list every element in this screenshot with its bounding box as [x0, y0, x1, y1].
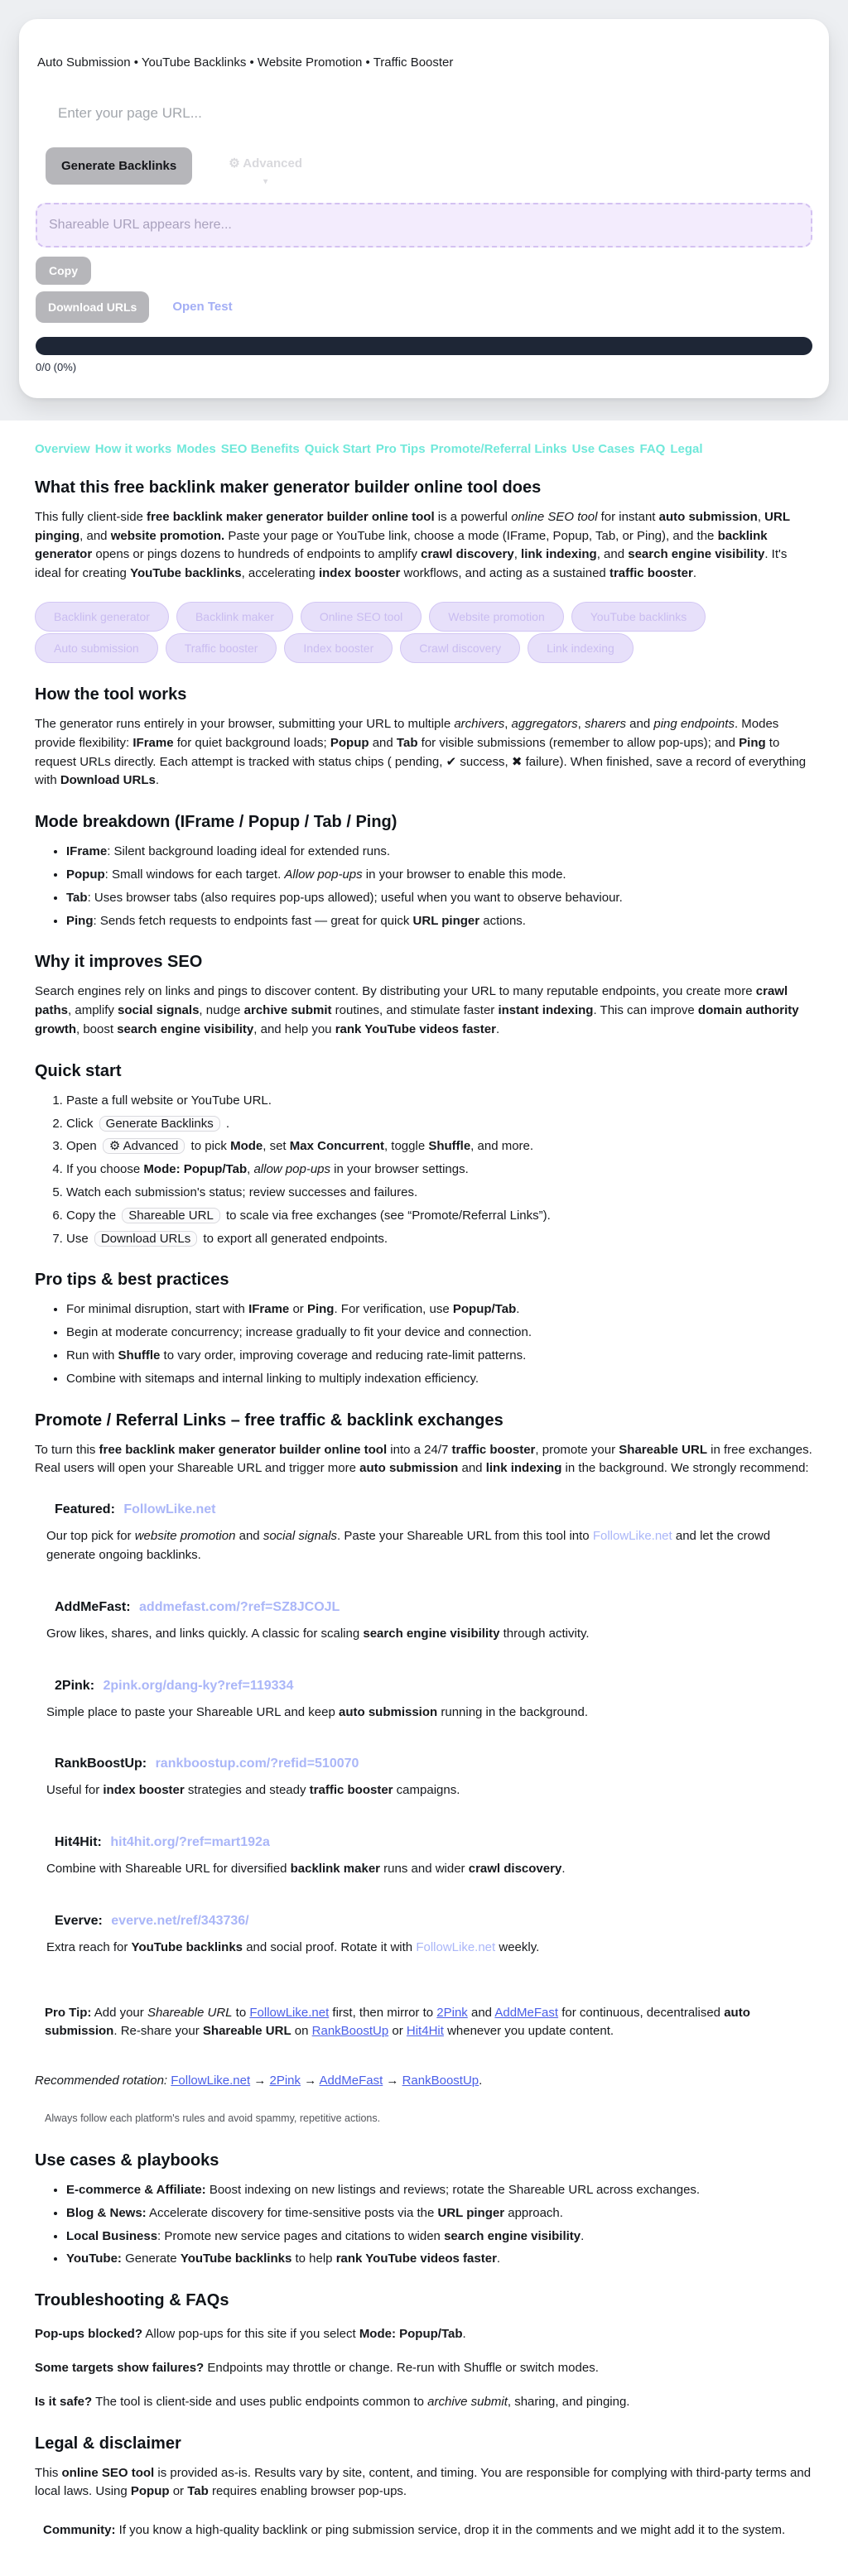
faq-popups: Pop-ups blocked? Allow pop-ups for this site if you select Mode: Popup/Tab. [35, 2327, 466, 2342]
how-paragraph: The generator runs entirely in your browser, submitting your URL to multiple archivers, aggregators, sharers and ping endpoints. Modes provide flexibility: IFrame for quiet background loads; Popup and Tab for visible submissions (remember to allow pop-ups); and Ping to request URLs directly. Each attempt is tracked with status chips ( pending, ✔ success, ✖ failure). When finished, save a record of everything with Download URLs. [35, 716, 807, 788]
protip-paragraph: Pro Tip: Add your Shareable URL to FollowLike.net first, then mirror to 2Pink and AddMeFast for continuous, decentralised auto submission. Re-share your Shareable URL on RankBoostUp or Hit4Hit whenever you update content. [45, 2005, 750, 2039]
referral-label: Featured: [55, 1502, 115, 1517]
list-item: • Local Business: Promote new service pages and citations to widen search engine visibility. [66, 2228, 815, 2247]
keyword-pill: Backlink generator [35, 602, 169, 632]
list-item: 4. If you choose Mode: Popup/Tab, allow pop-ups in your browser settings. [66, 1161, 815, 1180]
protip-callout [35, 1990, 815, 2056]
inline-link[interactable]: Hit4Hit [406, 2024, 444, 2039]
referral-label: Everve: [55, 1913, 103, 1928]
rules-note: Always follow each platform's rules and avoid spammy, repetitive actions. [45, 2112, 381, 2125]
referral-description: Useful for index booster strategies and steady traffic booster campaigns. [46, 1783, 460, 1798]
overview-paragraph: This fully client-side free backlink maker generator builder online tool is a powerful online SEO tool for instant auto submission, URL pinging, and website promotion. Paste your page or YouTube link, choose a mode (IFrame, Popup, Tab, or Ping), and the backlink generator opens or pings dozens to hundreds of endpoints to amplify crawl discovery, link indexing, and search engine visibility. It's ideal for creating YouTube backlinks, accelerating index booster workflows, and acting as a sustained traffic booster. [35, 509, 790, 581]
keyword-pill: Index booster [284, 633, 393, 663]
referral-label: Hit4Hit: [55, 1835, 102, 1850]
toc-link[interactable]: Pro Tips [375, 441, 426, 456]
section-heading-seo: Why it improves SEO [35, 953, 203, 972]
referral-description: Combine with Shareable URL for diversified backlink maker runs and wider crawl discovery. [46, 1862, 566, 1877]
list-item: 1. Paste a full website or YouTube URL. [66, 1092, 815, 1111]
list-item: • Ping: Sends fetch requests to endpoints fast — great for quick URL pinger actions. [66, 912, 815, 931]
inline-link[interactable]: 2Pink [436, 2005, 468, 2020]
referral-card-heading [46, 1502, 803, 1517]
inline-link[interactable]: FollowLike.net [592, 1529, 672, 1544]
list-item: • Blog & News: Accelerate discovery for time-sensitive posts via the URL pinger approach. [66, 2204, 815, 2223]
keyword-pill: Traffic booster [166, 633, 277, 663]
progress-bar [36, 337, 812, 355]
list-item: • YouTube: Generate YouTube backlinks to help rank YouTube videos faster. [66, 2250, 815, 2269]
list-item: 7. Use Download URLs to export all generated endpoints. [66, 1230, 815, 1249]
referral-card [35, 1589, 815, 1655]
referral-label: 2Pink: [55, 1678, 95, 1693]
referral-link[interactable]: 2pink.org/dang-ky?ref=119334 [103, 1678, 294, 1693]
list-item: 3. Open ⚙ Advanced to pick Mode, set Max Concurrent, toggle Shuffle, and more. [66, 1137, 815, 1156]
open-test-link[interactable]: Open Test [172, 300, 233, 315]
toc-link[interactable]: Quick Start [304, 441, 371, 456]
inline-link[interactable]: RankBoostUp [311, 2024, 389, 2039]
usecases-list [35, 2181, 815, 2269]
page-url-input[interactable] [36, 96, 812, 131]
advanced-toggle[interactable] [229, 147, 302, 186]
section-heading-usecases: Use cases & playbooks [35, 2151, 219, 2170]
legal-paragraph: This online SEO tool is provided as-is. Results vary by site, content, and timing. You are responsible for complying with third-party terms and local laws. Using Popup or Tab requires enabling browser pop-ups. [35, 2465, 812, 2499]
list-item: • Run with Shuffle to vary order, improving coverage and reducing rate-limit patterns. [66, 1347, 815, 1366]
referral-label: AddMeFast: [55, 1599, 131, 1614]
gear-icon: ⚙ Advanced [229, 156, 302, 171]
list-item: • E-commerce & Affiliate: Boost indexing on new listings and reviews; rotate the Shareable URL across exchanges. [66, 2181, 815, 2200]
referral-card [35, 1903, 815, 1968]
generate-backlinks-button[interactable]: Generate Backlinks [46, 147, 192, 185]
referral-card [35, 1668, 815, 1733]
list-item: • Combine with sitemaps and internal linking to multiply indexation efficiency. [66, 1370, 815, 1389]
download-urls-button[interactable]: Download URLs [36, 291, 149, 323]
referral-link[interactable]: addmefast.com/?ref=SZ8JCOJL [139, 1599, 340, 1614]
section-heading-overview: What this free backlink maker generator builder online tool does [35, 478, 542, 497]
keyword-pill: Auto submission [35, 633, 158, 663]
toc-link[interactable]: Use Cases [571, 441, 635, 456]
list-item: • Popup: Small windows for each target. Allow pop-ups in your browser to enable this mode. [66, 866, 815, 885]
referral-description: Grow likes, shares, and links quickly. A classic for scaling search engine visibility through activity. [46, 1626, 590, 1641]
copy-button[interactable]: Copy [36, 257, 91, 285]
keyword-pill: Online SEO tool [301, 602, 422, 632]
keyword-pill: Crawl discovery [400, 633, 520, 663]
section-heading-how: How the tool works [35, 685, 187, 704]
community-paragraph: Community: If you know a high-quality backlink or ping submission service, drop it in the comments and we might add it to the system. [43, 2523, 786, 2538]
referral-link[interactable]: rankboostup.com/?refid=510070 [155, 1757, 359, 1771]
list-item: 6. Copy the Shareable URL to scale via free exchanges (see “Promote/Referral Links”). [66, 1207, 815, 1226]
progress-label: 0/0 (0%) [36, 360, 77, 373]
list-item: • Begin at moderate concurrency; increase gradually to fit your device and connection. [66, 1324, 815, 1343]
referral-description: Our top pick for website promotion and social signals. Paste your Shareable URL from this tool into FollowLike.net and let the crowd generate ongoing backlinks. [46, 1529, 771, 1562]
seo-paragraph: Search engines rely on links and pings to discover content. By distributing your URL to many reputable endpoints, you create more crawl paths, amplify social signals, nudge archive submit routines, and stimulate faster instant indexing. This can improve domain authority growth, boost search engine visibility, and help you rank YouTube videos faster. [35, 984, 799, 1036]
referral-link[interactable]: FollowLike.net [123, 1502, 216, 1517]
referral-card-heading [46, 1914, 803, 1929]
inline-link[interactable]: FollowLike.net [171, 2074, 251, 2088]
table-of-contents [35, 442, 815, 456]
inline-link[interactable]: FollowLike.net [249, 2005, 330, 2020]
inline-link[interactable]: FollowLike.net [416, 1939, 496, 1954]
faq-safety: Is it safe? The tool is client-side and uses public endpoints common to archive submit, sharing, and pinging. [35, 2394, 630, 2409]
keyword-pill: Website promotion [429, 602, 563, 632]
section-heading-modes: Mode breakdown (IFrame / Popup / Tab / Ping) [35, 813, 398, 832]
toc-link[interactable]: Legal [670, 441, 703, 456]
inline-link[interactable]: RankBoostUp [402, 2074, 479, 2088]
referral-card [35, 1492, 815, 1576]
toc-link[interactable]: Promote/Referral Links [430, 441, 567, 456]
toc-link[interactable]: How it works [94, 441, 172, 456]
seo-article [0, 421, 848, 2576]
referral-card-heading [46, 1600, 803, 1615]
referral-link[interactable]: hit4hit.org/?ref=mart192a [110, 1835, 270, 1850]
download-row [36, 291, 812, 323]
list-item: • For minimal disruption, start with IFrame or Ping. For verification, use Popup/Tab. [66, 1300, 815, 1319]
hero-section [0, 0, 848, 421]
faq-failures: Some targets show failures? Endpoints may throttle or change. Re-run with Shuffle or switch modes. [35, 2361, 599, 2376]
toc-link[interactable]: Overview [35, 441, 90, 456]
modes-list [35, 843, 815, 930]
referral-card-heading [46, 1757, 803, 1771]
backlink-tool-card [19, 19, 829, 398]
referral-card [35, 1824, 815, 1890]
keyword-pill: Backlink maker [176, 602, 293, 632]
referral-link[interactable]: everve.net/ref/343736/ [111, 1913, 249, 1928]
toc-link[interactable]: Modes [176, 441, 216, 456]
inline-link[interactable]: AddMeFast [319, 2074, 383, 2088]
tool-tagline: Auto Submission • YouTube Backlinks • Website Promotion • Traffic Booster [37, 55, 454, 70]
list-item: • Tab: Uses browser tabs (also requires pop-ups allowed); useful when you want to observe behaviour. [66, 889, 815, 908]
toc-link[interactable]: SEO Benefits [220, 441, 300, 456]
list-item: 5. Watch each submission's status; review successes and failures. [66, 1184, 815, 1203]
shareable-url-box [36, 203, 812, 248]
protips-list [35, 1300, 815, 1388]
toc-link[interactable]: FAQ [639, 441, 666, 456]
rotation-paragraph: Recommended rotation: FollowLike.net → 2Pink → AddMeFast → RankBoostUp. [35, 2074, 483, 2088]
keyword-pill: Link indexing [528, 633, 634, 663]
section-heading-legal: Legal & disclaimer [35, 2434, 181, 2453]
referral-cards [35, 1492, 815, 1968]
quickstart-list [35, 1092, 815, 1249]
list-item: • IFrame: Silent background loading ideal for extended runs. [66, 843, 815, 862]
keyword-pills [35, 602, 815, 663]
list-item: 2. Click Generate Backlinks . [66, 1115, 815, 1134]
section-heading-faq: Troubleshooting & FAQs [35, 2291, 229, 2310]
referral-card [35, 1746, 815, 1811]
referral-label: RankBoostUp: [55, 1757, 147, 1771]
inline-link[interactable]: 2Pink [269, 2074, 301, 2088]
referral-card-heading [46, 1679, 803, 1694]
shareable-url-input[interactable] [39, 207, 809, 243]
section-heading-protips: Pro tips & best practices [35, 1271, 229, 1290]
chevron-down-icon: ▾ [263, 176, 268, 186]
keyword-pill: YouTube backlinks [571, 602, 706, 632]
referral-card-heading [46, 1835, 803, 1850]
section-heading-promote: Promote / Referral Links – free traffic & backlink exchanges [35, 1411, 504, 1430]
inline-link[interactable]: AddMeFast [494, 2005, 559, 2020]
promote-paragraph: To turn this free backlink maker generator builder online tool into a 24/7 traffic booster, promote your Shareable URL in free exchanges. Real users will open your Shareable URL and trigger more auto submission and link indexing in the background. We strongly recommend: [35, 1442, 812, 1476]
referral-description: Extra reach for YouTube backlinks and social proof. Rotate it with FollowLike.net weekly. [46, 1939, 540, 1954]
section-heading-quickstart: Quick start [35, 1061, 122, 1080]
referral-description: Simple place to paste your Shareable URL and keep auto submission running in the background. [46, 1704, 588, 1719]
action-row [46, 147, 812, 186]
